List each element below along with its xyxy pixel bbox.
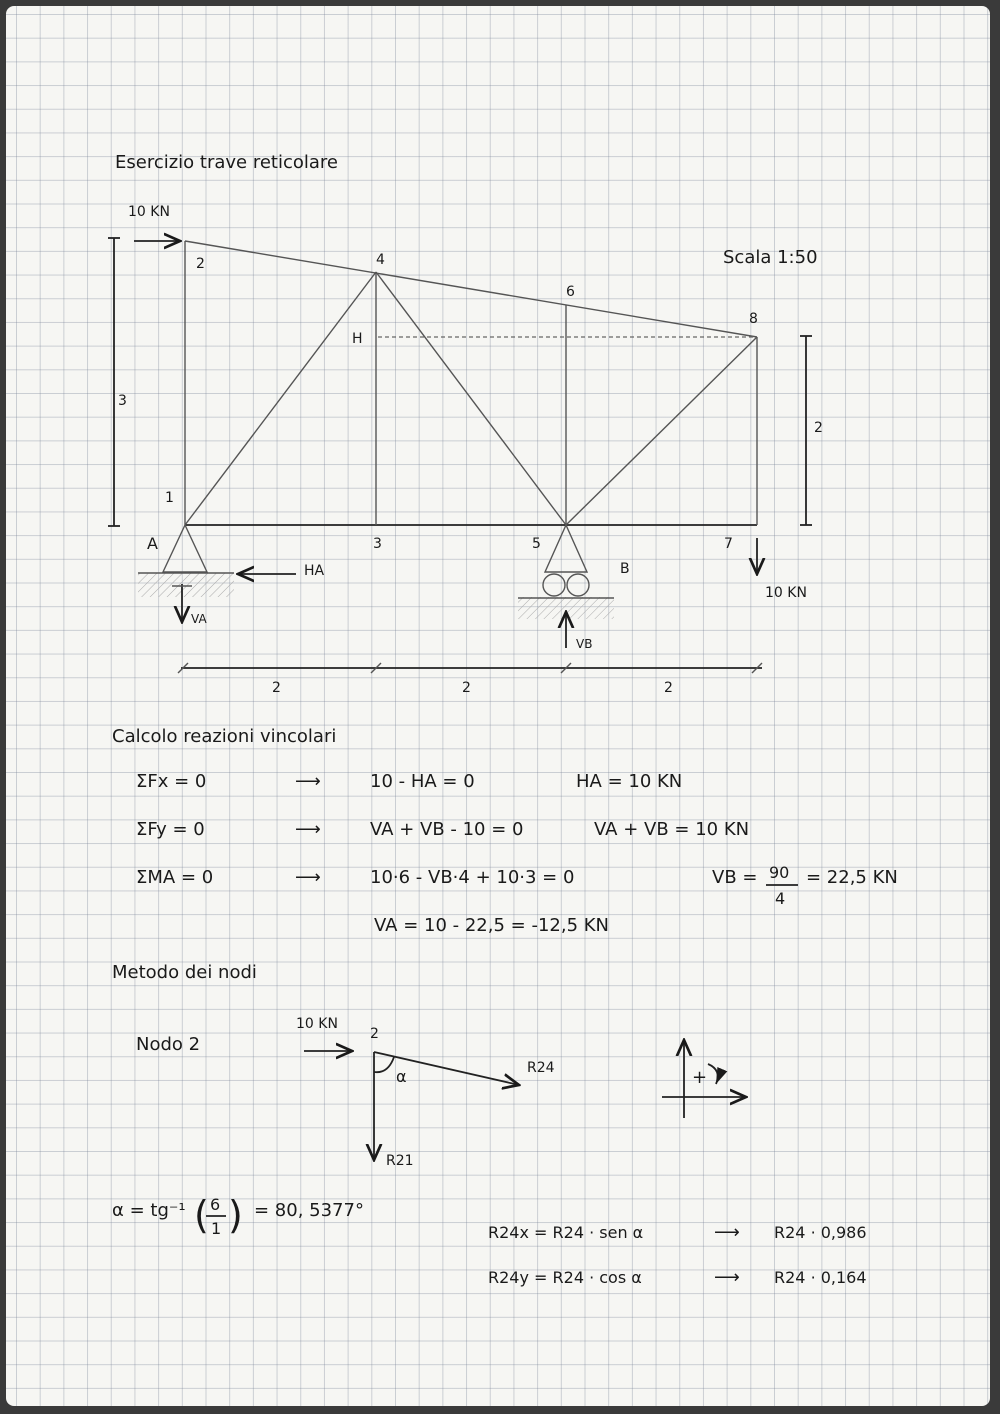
span-label-1: 2 <box>272 680 281 696</box>
node-2-force-label: 10 KN <box>296 1016 338 1032</box>
alpha-denominator: 1 <box>211 1219 222 1238</box>
eq-fx-result: HA = 10 KN <box>576 771 683 792</box>
node-2-number: 2 <box>370 1026 379 1042</box>
eq-ma: ΣMA = 0 <box>136 867 214 888</box>
span-label-2: 2 <box>462 680 471 696</box>
alpha-value: = 80, 5377° <box>254 1200 364 1221</box>
node-label-3: 3 <box>373 536 382 552</box>
vb-fraction-denominator: 4 <box>775 889 786 908</box>
eq-fy: ΣFy = 0 <box>136 819 205 840</box>
alpha-arc <box>374 1057 394 1072</box>
eq-fy-arrow: ⟶ <box>295 819 321 840</box>
member-5-8 <box>566 337 757 525</box>
nodes-heading: Metodo dei nodi <box>112 962 257 983</box>
eq-ma-expr: 10·6 - VB·4 + 10·3 = 0 <box>370 867 575 888</box>
node-label-2: 2 <box>196 256 205 272</box>
node-label-1: 1 <box>165 490 174 506</box>
node-label-4: 4 <box>376 252 385 268</box>
equation-row-fy <box>136 819 749 840</box>
node-label-h: H <box>352 331 363 347</box>
r24x-arrow: ⟶ <box>714 1222 740 1243</box>
node-label-8: 8 <box>749 311 758 327</box>
alpha-symbol: α <box>396 1067 407 1086</box>
reaction-vb-label: VB <box>576 637 593 651</box>
node-label-6: 6 <box>566 284 575 300</box>
node-2-free-body <box>296 1016 555 1169</box>
r24-label: R24 <box>527 1060 555 1076</box>
vb-value: = 22,5 KN <box>806 867 898 888</box>
r24x-lhs: R24x = R24 · sen α <box>488 1223 644 1242</box>
reaction-ha-label: HA <box>304 563 325 579</box>
force-top-label: 10 KN <box>128 204 170 220</box>
sign-plus: + <box>692 1067 708 1088</box>
eq-ma-result: VB = <box>712 867 758 888</box>
eq-fy-result: VA + VB = 10 KN <box>594 819 750 840</box>
r24y-lhs: R24y = R24 · cos α <box>488 1268 642 1287</box>
node-2-label: Nodo 2 <box>136 1034 201 1055</box>
dim-right-label: 2 <box>814 420 823 436</box>
va-result-line: VA = 10 - 22,5 = -12,5 KN <box>374 915 610 936</box>
alpha-open-paren: ( <box>194 1193 209 1237</box>
scale-label: Scala 1:50 <box>723 247 818 268</box>
r24x-rhs: R24 · 0,986 <box>774 1223 867 1242</box>
node-label-5: 5 <box>532 536 541 552</box>
support-a-label: A <box>147 534 158 553</box>
alpha-numerator: 6 <box>210 1195 221 1214</box>
member-4-5 <box>376 272 566 525</box>
truss-diagram <box>108 204 823 696</box>
equation-row-fx <box>136 771 682 792</box>
eq-fy-expr: VA + VB - 10 = 0 <box>370 819 524 840</box>
reaction-va-label: VA <box>191 612 207 626</box>
support-b-label: B <box>620 561 630 577</box>
r24y-rhs: R24 · 0,164 <box>774 1268 867 1287</box>
top-chord <box>185 241 757 337</box>
force-right-label: 10 KN <box>765 585 807 601</box>
alpha-eq-lhs: α = tg⁻¹ <box>112 1200 186 1221</box>
r24-components <box>488 1222 867 1288</box>
page-drawing <box>6 6 990 1406</box>
eq-fx-arrow: ⟶ <box>295 771 321 792</box>
page-title: Esercizio trave reticolare <box>115 152 339 173</box>
span-label-3: 2 <box>664 680 673 696</box>
reactions-heading: Calcolo reazioni vincolari <box>112 726 337 747</box>
alpha-equation <box>112 1193 364 1238</box>
r21-label: R21 <box>386 1153 414 1169</box>
eq-fx-expr: 10 - HA = 0 <box>370 771 475 792</box>
equation-row-ma <box>136 863 898 908</box>
node-label-7: 7 <box>724 536 733 552</box>
r24y-arrow: ⟶ <box>714 1267 740 1288</box>
eq-fx: ΣFx = 0 <box>136 771 207 792</box>
notebook-page <box>6 6 990 1406</box>
dim-left-label: 3 <box>118 393 127 409</box>
sign-convention <box>662 1040 746 1118</box>
alpha-close-paren: ) <box>228 1193 243 1237</box>
moment-arrow <box>708 1064 718 1084</box>
eq-ma-arrow: ⟶ <box>295 867 321 888</box>
member-1-4 <box>185 272 376 525</box>
vb-fraction-numerator: 90 <box>769 863 790 882</box>
